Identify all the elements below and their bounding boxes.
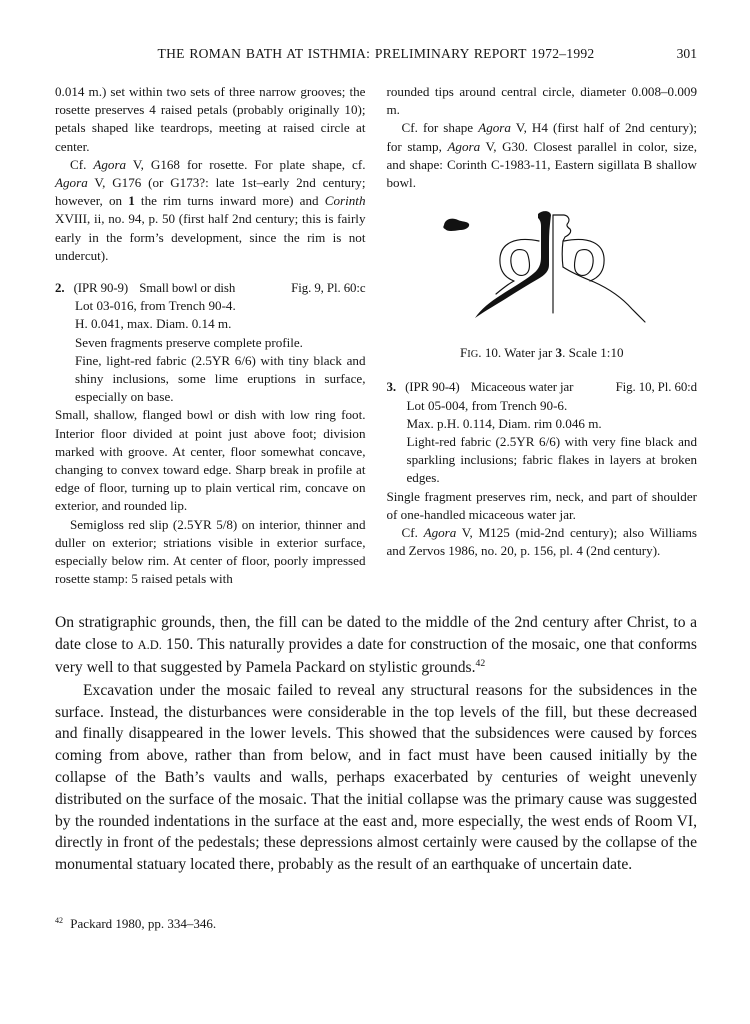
detail-line: Lot 03-016, from Trench 90-4. xyxy=(75,298,236,314)
jar-shoulder-right xyxy=(563,267,645,322)
entry-2-title: Small bowl or dish xyxy=(139,281,236,296)
discussion-section xyxy=(55,612,697,876)
entry-3-number: 3. xyxy=(386,380,396,395)
entry-3-figure-ref: Fig. 10, Pl. 60:d xyxy=(615,380,697,395)
paragraph-continuation: 0.014 m.) set within two sets of three narrow grooves; the rosette preserves 4 raised petals (probably originally 10); petals shaped like teardrops, meeting at raised circle at center. xyxy=(55,84,366,154)
entry-3-description: Single fragment preserves rim, neck, and part of shoulder of one-handled micaceous water jar. xyxy=(386,488,697,522)
jar-handle-left-hole xyxy=(511,250,530,276)
detail-line: Seven fragments preserve complete profile. xyxy=(75,334,303,350)
entry-3-details xyxy=(407,397,698,488)
detail-line: Lot 05-004, from Trench 90-6. xyxy=(406,397,568,413)
entry-2-title-group xyxy=(55,279,235,297)
running-head xyxy=(55,46,697,62)
jar-section-profile xyxy=(475,211,551,318)
footnote-42: $^{42}$ Packard 1980, pp. 334–346. xyxy=(55,915,217,932)
entry-2-figure-ref: Fig. 9, Pl. 60:c xyxy=(291,281,366,296)
discussion-paragraph-1: On stratigraphic grounds, then, the fill can be dated to the middle of the 2nd century after Christ, to a date close to A.D. 150. This naturally provides a date for construction of the mosaic, one that conforms very well to that suggested by Pamela Packard on stylistic grounds.$^{42}$ xyxy=(55,614,698,677)
left-column xyxy=(55,83,366,588)
paragraph-comparanda-shape: Cf. for shape Agora V, H4 (first half of 2nd century); for stamp, Agora V, G30. Closest parallel in color, size, and shape: Corinth C-1983-11, Eastern sigillata B shallow bowl. xyxy=(386,120,697,191)
jar-section-fragment xyxy=(443,219,469,231)
figure-10 xyxy=(387,210,698,364)
running-head-title: THE ROMAN BATH AT ISTHMIA: PRELIMINARY REPORT 1972–1992 xyxy=(157,46,595,61)
right-column xyxy=(387,83,698,588)
entry-2-number: 2. xyxy=(55,281,65,296)
jar-handle-right-hole xyxy=(574,250,593,276)
entry-3-inventory-id: (IPR 90-4) xyxy=(405,380,460,395)
detail-line: Fine, light-red fabric (2.5YR 6/6) with tiny black and shiny inclusions, some lime eruptions in surface, especially on base. xyxy=(75,352,366,405)
detail-line: Light-red fabric (2.5YR 6/6) with very fine black and sparkling inclusions; fabric flakes in layers at broken edges. xyxy=(406,434,697,486)
catalogue-entry-3 xyxy=(387,378,698,560)
figure-caption: FIG. 10. Water jar 3. Scale 1:10 xyxy=(459,345,624,361)
water-jar-drawing xyxy=(422,210,662,328)
entry-3-heading xyxy=(387,378,698,396)
page-number: 301 xyxy=(676,46,697,61)
jar-rim-right xyxy=(553,215,571,267)
catalogue-entry-2 xyxy=(55,279,366,588)
entry-3-title: Micaceous water jar xyxy=(470,380,574,395)
entry-3-comparanda: Cf. Agora V, M125 (mid-2nd century); also Williams and Zervos 1986, no. 20, p. 156, pl. 4 (2nd century). xyxy=(386,525,697,559)
entry-2-slip-note: Semigloss red slip (2.5YR 5/8) on interior, thinner and duller on exterior; striations visible in exterior surface, especially below rim. At center of floor, poorly impressed rosette stamp: 5 raised petals with xyxy=(55,516,366,587)
two-column-text xyxy=(55,83,697,588)
entry-2-inventory-id: (IPR 90-9) xyxy=(73,281,129,296)
paragraph-comparanda-plate: Cf. Agora V, G168 for rosette. For plate shape, cf. Agora V, G176 (or G173?: late 1st–early 2nd century; however, on 1 the rim turns inward more) and Corinth XVIII, ii, no. 94, p. 50 (first half 2nd century; this is fairly early in the form’s development, since the rim is not undercut). xyxy=(55,156,366,263)
detail-line: H. 0.041, max. Diam. 0.14 m. xyxy=(75,316,232,332)
detail-line: Max. p.H. 0.114, Diam. rim 0.046 m. xyxy=(406,415,602,431)
entry-2-details xyxy=(75,297,366,406)
paragraph-continuation: rounded tips around central circle, diameter 0.008–0.009 m. xyxy=(386,84,697,118)
discussion-paragraph-2: Excavation under the mosaic failed to reveal any structural reasons for the subsidences in the surface. Instead, the disturbances were considerable in the top levels of the fill, but these decreased and finally disappeared in the lower levels. This showed that the subsidences were caused by forces coming from above, rather than from below, and in fact must have been caused initially by the collapse of the Bath’s vaults and walls, perhaps exacerbated by centuries of weight unevenly distributed on the surface of the mosaic. That the initial collapse was the primary cause was suggested by the rounded indentations in the surface at the east and, more especially, the west ends of Room VI, directly in front of the pedestals; these depressions almost certainly were caused by the collapse of the monumental statuary located there, probably as the result of an earthquake of uncertain date. xyxy=(55,681,697,874)
entry-3-title-group xyxy=(387,378,574,396)
entry-2-description: Small, shallow, flanged bowl or dish with low ring foot. Interior floor divided at point just above foot; division marked with groove. At center, floor somewhat concave, changing to convex toward edge. Sharp break in profile at edge of floor, turning up to plain vertical rim, concave on exterior, and rounded lip. xyxy=(55,407,366,514)
entry-2-heading xyxy=(55,279,366,297)
